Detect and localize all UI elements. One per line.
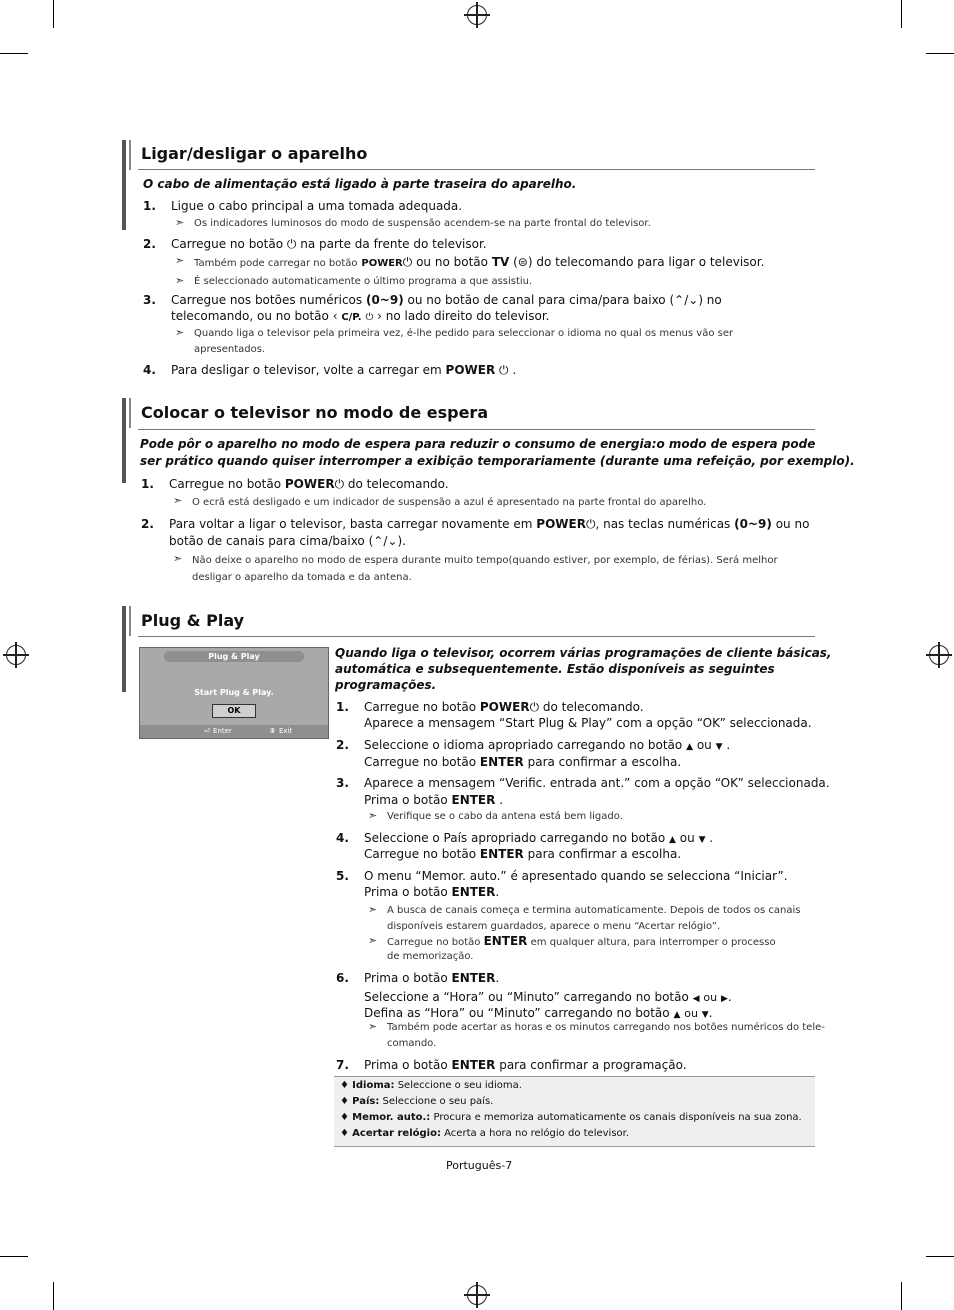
section-intro: Pode pôr o aparelho no modo de espera para reduzir o consumo de energia:o modo de espera pode	[140, 437, 816, 451]
crop-mark	[901, 0, 902, 28]
left-arrow-icon: ◀	[692, 994, 700, 1004]
power-icon: ⏻	[286, 237, 297, 251]
info-item: ♦ País: Seleccione o seu país.	[340, 1096, 494, 1107]
power-icon: ⏻	[365, 312, 374, 323]
channel-down-icon: ⌄	[688, 293, 699, 307]
step-text: Carregue no botão POWER⏻ do telecomando.	[169, 477, 449, 491]
step-number: 5.	[336, 869, 349, 883]
step-note: Quando liga o televisor pela primeira vez, é-lhe pedido para seleccionar o idioma no qual os menus vão ser	[194, 328, 734, 339]
step-note: de memorização.	[387, 951, 474, 962]
step-text: Carregue nos botões numéricos (0~9) ou no botão de canal para cima/para baixo (⌃/⌄) no	[171, 293, 722, 307]
crop-mark	[53, 0, 54, 28]
step-number: 2.	[141, 517, 154, 531]
note-arrow-icon: ➣	[175, 274, 185, 287]
power-icon: ⏻	[499, 363, 509, 377]
section-intro: automática e subsequentemente. Estão disponíveis as seguintes	[335, 662, 775, 676]
step-text: Carregue no botão ENTER para confirmar a escolha.	[364, 755, 682, 769]
section-title: Colocar o televisor no modo de espera	[141, 403, 489, 422]
step-text: Defina as “Hora” ou “Minuto” carregando no botão ▲ ou ▼.	[364, 1006, 713, 1020]
tv-icon: ⊜	[517, 255, 528, 269]
section-bar	[129, 140, 131, 170]
step-text: Carregue no botão ENTER para confirmar a escolha.	[364, 847, 682, 861]
step-text: Prima o botão ENTER para confirmar a programação.	[364, 1058, 687, 1072]
step-text: Carregue no botão POWER⏻ do telecomando.	[364, 700, 644, 714]
step-note: Não deixe o aparelho no modo de espera durante muito tempo(quando estiver, por exemplo, de férias). Será melhor	[192, 555, 778, 566]
section-intro: O cabo de alimentação está ligado à parte traseira do aparelho.	[143, 177, 577, 191]
crop-mark	[0, 53, 28, 54]
note-arrow-icon: ➣	[175, 216, 185, 229]
screen-message: Start Plug & Play.	[194, 688, 274, 697]
step-note: A busca de canais começa e termina automaticamente. Depois de todos os canais	[387, 905, 801, 916]
section-intro: programações.	[335, 678, 437, 692]
right-arrow-icon: ▶	[720, 994, 728, 1004]
channel-down-icon: ⌄	[387, 534, 398, 548]
ok-button[interactable]: OK	[212, 704, 256, 718]
section-rule	[138, 429, 815, 430]
note-arrow-icon: ➣	[173, 494, 183, 507]
step-note: Os indicadores luminosos do modo de suspensão acendem-se na parte frontal do televisor.	[194, 218, 651, 229]
step-number: 2.	[143, 237, 156, 251]
step-note: Carregue no botão ENTER em qualquer altura, para interromper o processo	[387, 934, 776, 948]
step-text: Aparece a mensagem “Verific. entrada ant.” com a opção “OK” seleccionada.	[364, 776, 830, 790]
registration-mark-icon	[929, 645, 949, 665]
info-item: ♦ Acertar relógio: Acerta a hora no relógio do televisor.	[340, 1128, 630, 1139]
step-number: 6.	[336, 971, 349, 985]
step-text: botão de canais para cima/baixo (⌃/⌄).	[169, 534, 406, 548]
section-title: Plug & Play	[141, 611, 245, 630]
step-text: Ligue o cabo principal a uma tomada adequada.	[171, 199, 463, 213]
exit-icon: Ⅲ	[270, 727, 275, 735]
crop-mark	[53, 1282, 54, 1310]
step-number: 3.	[336, 776, 349, 790]
step-text: Para desligar o televisor, volte a carregar em POWER ⏻ .	[171, 363, 517, 377]
section-bar	[129, 398, 131, 428]
note-arrow-icon: ➣	[368, 1020, 378, 1033]
note-arrow-icon: ➣	[173, 552, 183, 565]
info-box	[334, 1076, 815, 1147]
page-number: Português-7	[446, 1159, 513, 1172]
step-text: Seleccione o idioma apropriado carregando no botão ▲ ou ▼ .	[364, 738, 731, 752]
up-arrow-icon: ▲	[669, 835, 676, 845]
section-intro: ser prático quando quiser interromper a exibição temporariamente (durante uma refeição, por exemplo).	[140, 454, 855, 468]
step-note: comando.	[387, 1038, 437, 1049]
step-note: disponíveis estarem guardados, aparece o menu “Acertar relógio”.	[387, 921, 721, 932]
note-arrow-icon: ➣	[368, 809, 378, 822]
step-text: O menu “Memor. auto.” é apresentado quando se selecciona “Iniciar”.	[364, 869, 788, 883]
crop-mark	[926, 53, 954, 54]
screen-footer	[140, 725, 328, 738]
registration-mark-icon	[6, 645, 26, 665]
step-text: Aparece a mensagem “Start Plug & Play” com a opção “OK” seleccionada.	[364, 716, 812, 730]
step-number: 1.	[141, 477, 154, 491]
info-item: ♦ Memor. auto.: Procura e memoriza automaticamente os canais disponíveis na sua zona.	[340, 1112, 802, 1123]
step-text: Seleccione a “Hora” ou “Minuto” carregando no botão ◀ ou ▶.	[364, 990, 732, 1004]
power-icon: ⏻	[585, 517, 596, 531]
step-number: 1.	[143, 199, 156, 213]
section-bar	[129, 606, 131, 636]
up-arrow-icon: ▲	[686, 742, 693, 752]
step-note: Também pode carregar no botão POWER⏻ ou no botão TV (⊜) do telecomando para ligar o televisor.	[194, 255, 765, 269]
step-text: Prima o botão ENTER .	[364, 793, 504, 807]
step-note: desligar o aparelho da tomada e da antena.	[192, 572, 412, 583]
note-arrow-icon: ➣	[368, 934, 378, 947]
section-title: Ligar/desligar o aparelho	[141, 144, 368, 163]
note-arrow-icon: ➣	[175, 254, 185, 267]
registration-mark-icon	[467, 5, 487, 25]
section-intro: Quando liga o televisor, ocorrem várias programações de cliente básicas,	[335, 646, 832, 660]
enter-icon: ⏎	[204, 727, 210, 735]
step-number: 3.	[143, 293, 156, 307]
registration-mark-icon	[467, 1285, 487, 1305]
step-note: É seleccionado automaticamente o último programa a que assistiu.	[194, 276, 533, 287]
section-bar	[122, 140, 126, 230]
step-note: O ecrã está desligado e um indicador de suspensão a azul é apresentado na parte frontal do aparelho.	[192, 497, 707, 508]
step-note: Também pode acertar as horas e os minutos carregando nos botões numéricos do tele-	[387, 1022, 825, 1033]
power-icon: ⏻	[402, 255, 413, 269]
channel-up-icon: ⌃	[674, 293, 685, 307]
step-text: Seleccione o País apropriado carregando no botão ▲ ou ▼ .	[364, 831, 714, 845]
power-icon: ⏻	[529, 700, 540, 714]
down-arrow-icon: ▼	[715, 742, 723, 752]
step-text: Prima o botão ENTER.	[364, 885, 500, 899]
step-text: Carregue no botão ⏻ na parte da frente do televisor.	[171, 237, 487, 251]
down-arrow-icon: ▼	[701, 1010, 709, 1020]
step-number: 4.	[336, 831, 349, 845]
channel-up-icon: ⌃	[373, 534, 384, 548]
crop-mark	[926, 1256, 954, 1257]
enter-label: Enter	[213, 727, 232, 735]
up-arrow-icon: ▲	[673, 1010, 681, 1020]
step-number: 2.	[336, 738, 349, 752]
step-text: Para voltar a ligar o televisor, basta carregar novamente em POWER⏻, nas teclas numéricas (0~9) ou no	[169, 517, 810, 531]
section-rule	[138, 636, 815, 637]
step-note: apresentados.	[194, 344, 266, 355]
note-arrow-icon: ➣	[175, 326, 185, 339]
exit-label: Exit	[279, 727, 293, 735]
step-number: 7.	[336, 1058, 349, 1072]
step-number: 1.	[336, 700, 349, 714]
down-arrow-icon: ▼	[698, 835, 706, 845]
section-bar	[122, 398, 126, 483]
section-rule	[138, 169, 815, 170]
info-item: ♦ Idioma: Seleccione o seu idioma.	[340, 1080, 522, 1091]
step-text: Prima o botão ENTER.	[364, 971, 500, 985]
crop-mark	[901, 1282, 902, 1310]
crop-mark	[0, 1256, 28, 1257]
note-arrow-icon: ➣	[368, 903, 378, 916]
power-icon: ⏻	[334, 477, 345, 491]
step-text: telecomando, ou no botão ‹ C/P. ⏻ › no lado direito do televisor.	[171, 309, 550, 323]
section-bar	[122, 606, 126, 692]
step-number: 4.	[143, 363, 156, 377]
plug-play-screen	[139, 647, 329, 739]
step-note: Verifique se o cabo da antena está bem ligado.	[387, 811, 623, 822]
screen-title: Plug & Play	[164, 651, 304, 662]
